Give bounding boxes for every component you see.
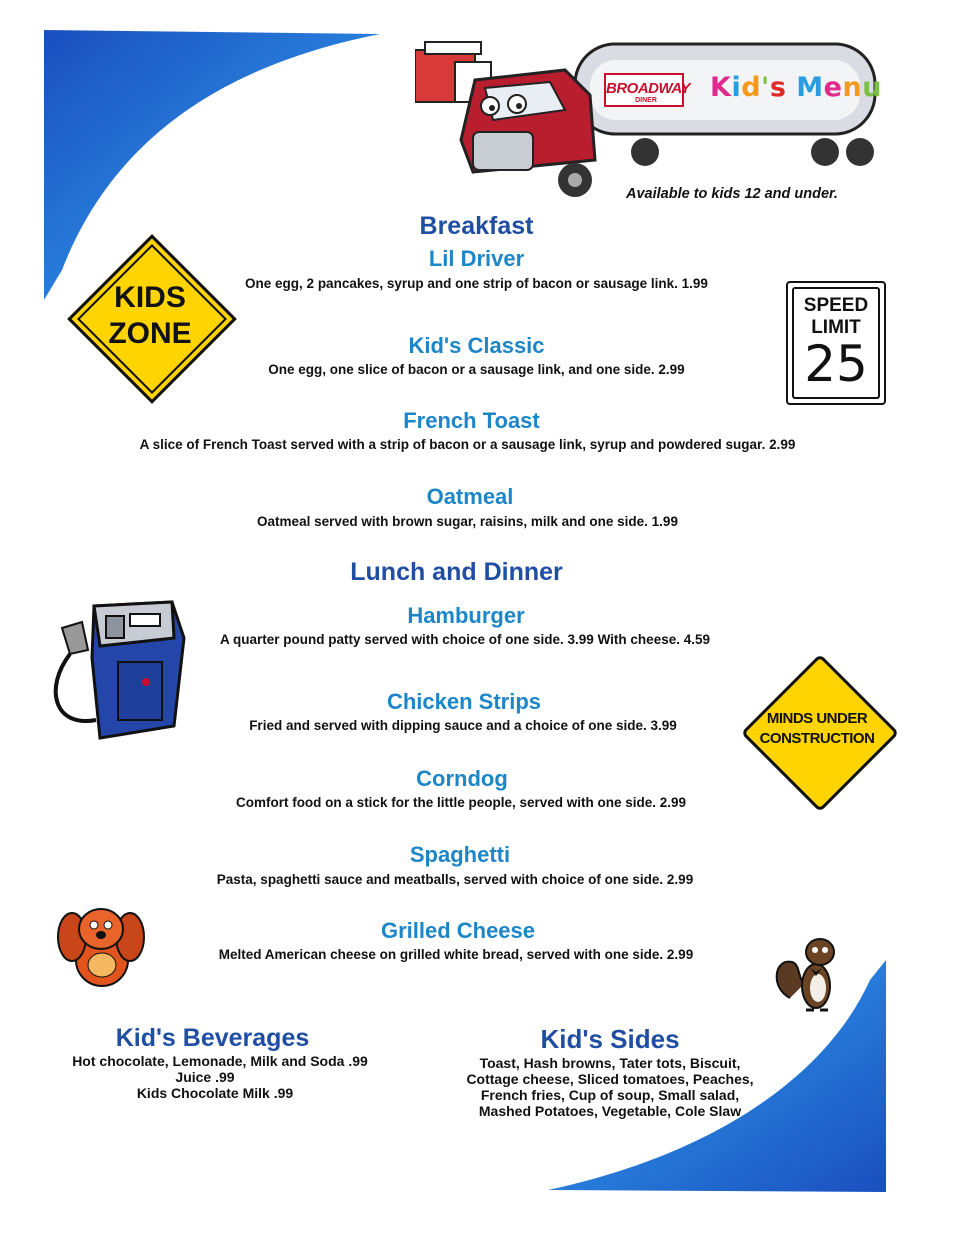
menu-item-desc: Fried and served with dipping sauce and a choice of one side. 3.99: [249, 718, 677, 733]
menu-item-desc: A quarter pound patty served with choice of one side. 3.99 With cheese. 4.59: [219, 632, 710, 647]
minds-line2: CONSTRUCTION: [759, 730, 875, 747]
speed-limit-line2: LIMIT: [811, 317, 861, 338]
broadway-logo-sub: DINER: [635, 97, 657, 104]
menu-item-desc: Oatmeal served with brown sugar, raisins, milk and one side. 1.99: [257, 514, 678, 529]
menu-item-desc: Melted American cheese on grilled white bread, served with one side. 2.99: [218, 947, 694, 962]
beverage-line: Hot chocolate, Lemonade, Milk and Soda .99: [72, 1053, 368, 1069]
lunch-dinner-heading: Lunch and Dinner: [350, 558, 563, 586]
menu-item-title: Spaghetti: [409, 842, 511, 867]
menu-item-desc: One egg, one slice of bacon or a sausage link, and one side. 2.99: [268, 362, 685, 377]
menu-item-desc: Pasta, spaghetti sauce and meatballs, served with choice of one side. 2.99: [216, 872, 694, 887]
menu-item-title: Grilled Cheese: [380, 918, 536, 943]
speed-limit-number: 25: [804, 335, 868, 393]
menu-item-title: Corndog: [416, 766, 508, 791]
kids-zone-line2: ZONE: [108, 317, 192, 350]
beverages-heading: Kid's Beverages: [115, 1024, 310, 1052]
menu-item-title: French Toast: [403, 408, 540, 433]
speed-limit-line1: SPEED: [803, 295, 869, 316]
kids-zone-sign: [70, 237, 230, 397]
beverage-line: Kids Chocolate Milk .99: [136, 1085, 294, 1101]
sides-section: [430, 1024, 790, 1119]
menu-item-title: Oatmeal: [426, 484, 514, 509]
menu-item-title: Lil Driver: [428, 246, 525, 271]
menu-item-desc: One egg, 2 pancakes, syrup and one strip of bacon or sausage link. 1.99: [245, 276, 708, 291]
menu-item-desc: A slice of French Toast served with a strip of bacon or a sausage link, syrup and powdered sugar. 2.99: [139, 437, 796, 452]
beverages-section: [40, 1024, 400, 1101]
speed-limit-sign: [786, 281, 886, 405]
gas-pump-illustration: [34, 598, 189, 746]
side-line: Toast, Hash browns, Tater tots, Biscuit,: [479, 1055, 741, 1071]
kids-menu-title: [710, 72, 882, 103]
kids-zone-line1: KIDS: [114, 281, 186, 314]
broadway-logo: BROADWAY: [606, 80, 691, 97]
dog-illustration: [50, 905, 150, 990]
sides-heading: Kid's Sides: [540, 1024, 680, 1054]
minds-under-construction-sign: [742, 655, 892, 805]
breakfast-heading: Breakfast: [419, 212, 534, 240]
availability-note: Available to kids 12 and under.: [626, 186, 838, 202]
menu-item-title: Kid's Classic: [408, 333, 545, 358]
squirrel-illustration: [770, 928, 850, 1018]
menu-item-desc: Comfort food on a stick for the little people, served with one side. 2.99: [235, 795, 687, 810]
side-line: Mashed Potatoes, Vegetable, Cole Slaw: [478, 1103, 742, 1119]
kids-menu-title-text: Kid's Menu: [710, 72, 882, 103]
truck-illustration: [415, 40, 890, 200]
beverage-line: Juice .99: [175, 1069, 235, 1085]
menu-item-title: Chicken Strips: [386, 689, 542, 714]
side-line: French fries, Cup of soup, Small salad,: [480, 1087, 740, 1103]
menu-item-title: Hamburger: [407, 603, 525, 628]
side-line: Cottage cheese, Sliced tomatoes, Peaches,: [466, 1071, 754, 1087]
minds-line1: MINDS UNDER: [766, 710, 868, 727]
